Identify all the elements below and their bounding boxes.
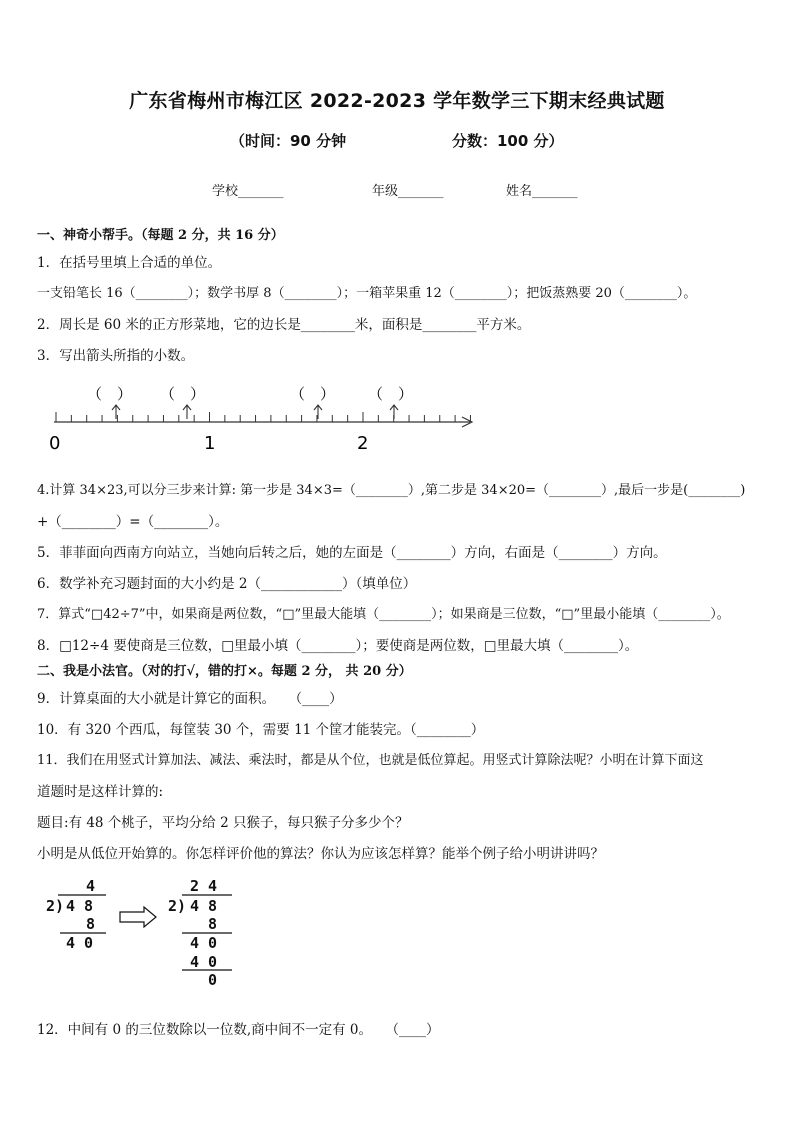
question-9: 9．计算桌面的大小就是计算它的面积。 （____） [37,691,343,707]
blank-bracket-1: （ ） [87,385,133,403]
section-heading-2: 二、我是小法官。（对的打√，错的打×。每题 2 分， 共 20 分） [37,664,412,679]
question-1-title: 1．在括号里填上合适的单位。 [37,255,222,271]
pointer-arrow-2 [183,405,191,419]
question-11-line-2: 道题时是这样计算的: [37,784,164,800]
question-4-line-1: 4.计算 34×23,可以分三步来计算: 第一步是 34×3=（________）,第二步是 34×20=（________）,最后一步是(________) [37,483,746,498]
question-7: 7．算式“□42÷7”中，如果商是两位数，“□”里最大能填（________）；如果商是三位数，“□”里最小能填（________）。 [37,607,730,622]
right-remainder: 0 [208,971,218,989]
question-2: 2．周长是 60 米的正方形菜地，它的边长是________米，面积是________平方米。 [37,317,531,333]
pointer-arrow-1 [112,405,120,419]
left-quotient: 4 [86,877,96,895]
long-division-figure [40,874,250,994]
question-11-line-3: 题目:有 48 个桃子，平均分给 2 只猴子，每只猴子分多少个？ [37,815,409,831]
tick-label-0: 0 [49,433,61,454]
left-step-2: 4 0 [66,934,94,952]
tick-label-1: 1 [204,433,216,454]
right-quotient: 2 4 [190,877,218,895]
name-field: 姓名_______ [506,184,578,199]
page-title: 广东省梅州市梅江区 2022-2023 学年数学三下期末经典试题 [129,90,665,112]
question-1-body: 一支铅笔长 16（________）；数学书厚 8（________）；一箱苹果重 12（________）；把饭蒸熟要 20（________）。 [37,286,697,301]
left-divisor: 2) [46,897,65,915]
number-line-figure [40,378,490,458]
exam-score: 分数：100 分） [452,132,564,150]
right-step-3: 4 0 [190,953,218,971]
grade-field: 年级_______ [372,184,444,199]
pointer-arrow-3 [314,405,322,419]
pointer-arrow-4 [390,405,398,419]
left-step-1: 8 [86,915,96,933]
question-5: 5．菲菲面向西南方向站立，当她向后转之后，她的左面是（________）方向，右面是（________）方向。 [37,545,667,561]
question-8: 8．□12÷4 要使商是三位数，□里最小填（________）；要使商是两位数，□里最大填（________）。 [37,638,639,654]
question-10: 10．有 320 个西瓜，每筐装 30 个，需要 11 个筐才能装完。（________） [37,722,485,738]
right-step-2: 4 0 [190,934,218,952]
right-step-1: 8 [208,915,218,933]
question-11-line-4: 小明是从低位开始算的。你怎样评价他的算法？你认为应该怎样算？能举个例子给小明讲讲吗？ [37,846,604,862]
blank-bracket-3: （ ） [290,385,336,403]
question-11-line-1: 11．我们在用竖式计算加法、减法、乘法时，都是从个位，也就是低位算起。用竖式计算除法呢？小明在计算下面这 [37,753,704,768]
right-dividend: 4 8 [190,897,218,915]
question-12: 12．中间有 0 的三位数除以一位数,商中间不一定有 0。 （____） [37,1022,440,1038]
blank-bracket-2: （ ） [160,385,206,403]
section-heading-1: 一、神奇小帮手。（每题 2 分，共 16 分） [37,228,284,243]
question-3: 3．写出箭头所指的小数。 [37,348,195,364]
blank-bracket-4: （ ） [368,385,414,403]
transform-arrow-icon [120,907,156,927]
question-6: 6．数学补充习题封面的大小约是 2（____________）（填单位） [37,576,417,592]
left-dividend: 4 8 [66,897,94,915]
question-4-line-2: +（________）=（________）。 [37,514,229,530]
exam-time: （时间：90 分钟 [230,132,347,150]
tick-label-2: 2 [357,433,369,454]
right-divisor: 2) [168,897,187,915]
school-field: 学校_______ [212,184,284,199]
